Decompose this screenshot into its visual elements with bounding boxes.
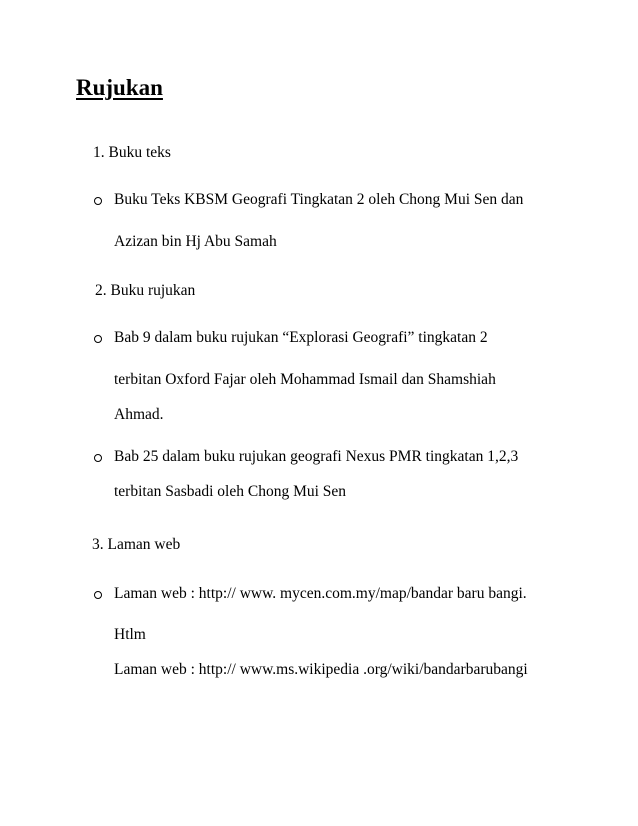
list-item-line: terbitan Sasbadi oleh Chong Mui Sen [114, 483, 347, 500]
section-heading-laman-web: 3. Laman web [92, 536, 181, 553]
bullet-icon [94, 591, 102, 599]
bullet-icon [94, 197, 102, 205]
list-item-line: Laman web : http:// www.ms.wikipedia .org/wiki/bandarbarubangi [114, 661, 528, 678]
list-item-line: Buku Teks KBSM Geografi Tingkatan 2 oleh Chong Mui Sen dan [114, 191, 524, 208]
list-item-line: Ahmad. [114, 406, 164, 423]
list-item-line: Htlm [114, 626, 146, 643]
list-item-line: Bab 25 dalam buku rujukan geografi Nexus PMR tingkatan 1,2,3 [114, 448, 519, 465]
bullet-icon [94, 335, 102, 343]
list-item-line: terbitan Oxford Fajar oleh Mohammad Ismail dan Shamshiah [114, 371, 496, 388]
section-heading-buku-teks: 1. Buku teks [93, 144, 171, 161]
list-item-line: Laman web : http:// www. mycen.com.my/map/bandar baru bangi. [114, 585, 527, 602]
list-item-line: Bab 9 dalam buku rujukan “Explorasi Geografi” tingkatan 2 [114, 329, 488, 346]
page-title: Rujukan [76, 75, 163, 100]
list-item-line: Azizan bin Hj Abu Samah [114, 233, 277, 250]
bullet-icon [94, 454, 102, 462]
section-heading-buku-rujukan: 2. Buku rujukan [95, 282, 196, 299]
